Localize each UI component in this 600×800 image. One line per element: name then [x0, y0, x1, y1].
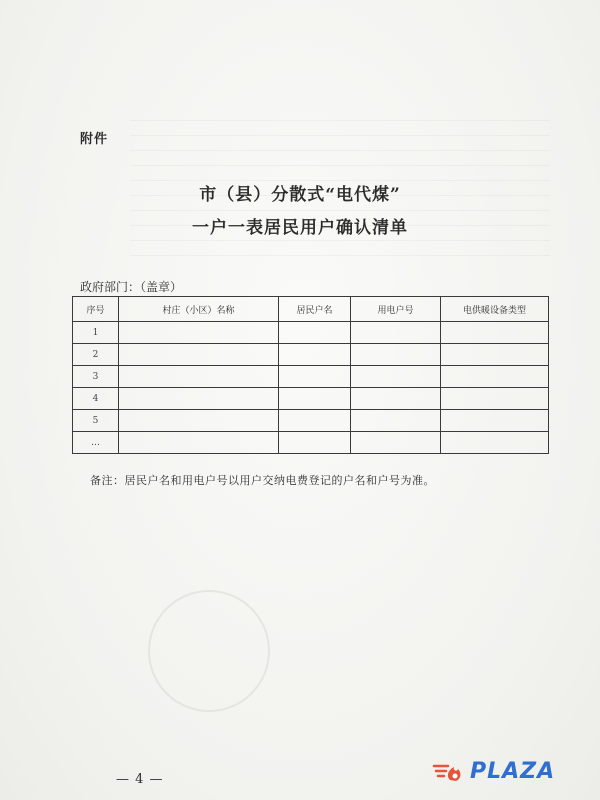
document-title-line1: 市（县）分散式“电代煤” — [199, 185, 401, 205]
department-label: 政府部门：（盖章） — [80, 280, 183, 294]
serial-number-cell: … — [73, 432, 119, 454]
table-cell — [119, 322, 279, 344]
table-row — [73, 410, 549, 432]
header-serial-number: 序号 — [73, 297, 119, 322]
confirmation-table — [72, 296, 549, 454]
table-row — [73, 344, 549, 366]
page-number: — 4 — — [116, 772, 164, 787]
table-cell — [351, 432, 441, 454]
table-cell — [351, 344, 441, 366]
table-cell — [351, 388, 441, 410]
table-cell — [441, 432, 549, 454]
serial-number-cell: 1 — [73, 322, 119, 344]
table-cell — [279, 432, 351, 454]
table-cell — [279, 388, 351, 410]
table-cell — [351, 410, 441, 432]
table-cell — [119, 432, 279, 454]
remarks-note: 备注：居民户名和用电户号以用户交纳电费登记的户名和户号为准。 — [90, 474, 435, 487]
watermark-text: PLAZA — [470, 758, 556, 784]
table-cell — [441, 388, 549, 410]
serial-number-cell: 4 — [73, 388, 119, 410]
header-account-number: 用电户号 — [351, 297, 441, 322]
watermark — [432, 756, 582, 786]
table-row — [73, 432, 549, 454]
table-cell — [279, 322, 351, 344]
table-row — [73, 322, 549, 344]
serial-number-cell: 5 — [73, 410, 119, 432]
document-title-line2: 一户一表居民用户确认清单 — [192, 218, 408, 238]
header-resident-name: 居民户名 — [279, 297, 351, 322]
header-village-name: 村庄（小区）名称 — [119, 297, 279, 322]
table-cell — [351, 366, 441, 388]
table-header-row — [73, 297, 549, 322]
table-cell — [279, 344, 351, 366]
attachment-label: 附件 — [80, 132, 109, 147]
table-cell — [279, 410, 351, 432]
serial-number-cell: 3 — [73, 366, 119, 388]
table-row — [73, 388, 549, 410]
table-cell — [441, 344, 549, 366]
table-cell — [351, 322, 441, 344]
table-body — [73, 322, 549, 454]
serial-number-cell: 2 — [73, 344, 119, 366]
table-cell — [119, 410, 279, 432]
table-cell — [441, 366, 549, 388]
table-cell — [279, 366, 351, 388]
table-cell — [119, 366, 279, 388]
table-row — [73, 366, 549, 388]
flame-logo-icon — [432, 758, 468, 784]
table-cell — [441, 322, 549, 344]
table-cell — [119, 388, 279, 410]
table-cell — [119, 344, 279, 366]
table-cell — [441, 410, 549, 432]
faded-seal — [148, 590, 270, 712]
header-heating-device-type: 电供暖设备类型 — [441, 297, 549, 322]
